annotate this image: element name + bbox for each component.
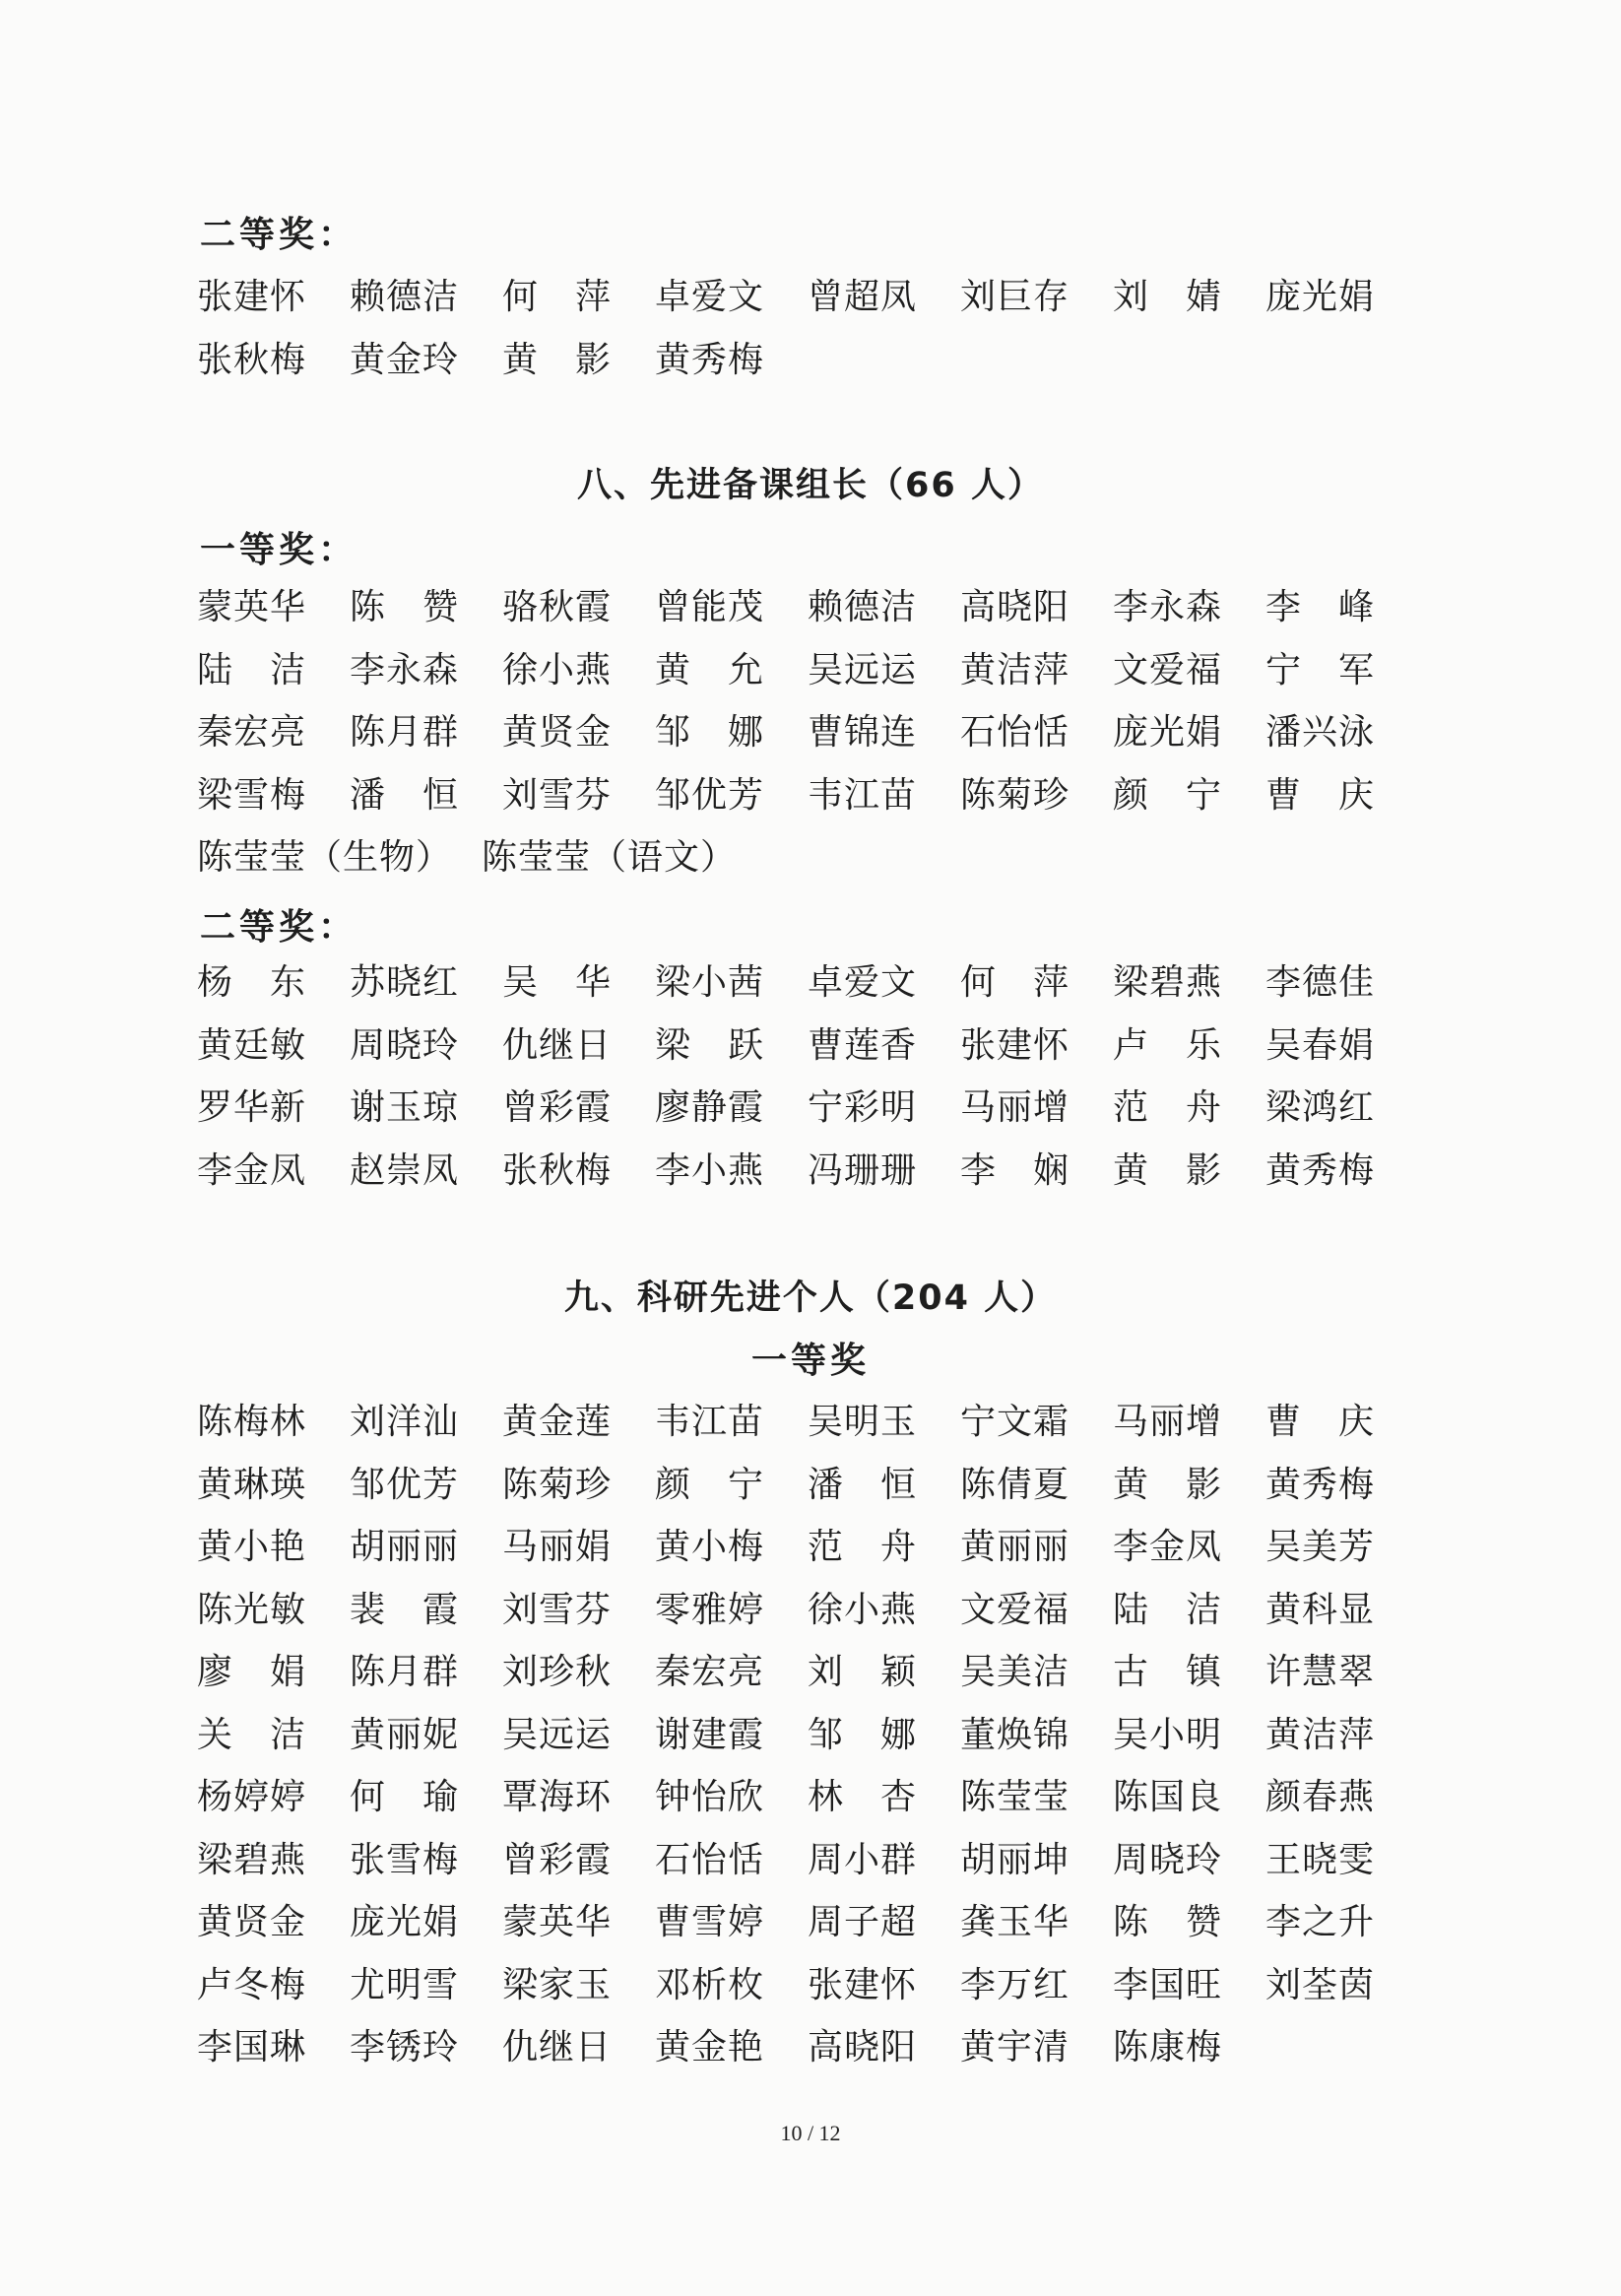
name-entry: 梁鸿红 — [1265, 1087, 1376, 1128]
name-entry: 黄小艳 — [197, 1527, 307, 1567]
award-label-second-8: 二等奖： — [200, 907, 358, 948]
name-entry: 邹优芳 — [655, 774, 765, 816]
name-entry: 梁碧燕 — [197, 1839, 307, 1880]
name-entry: 李锈玲 — [350, 2027, 460, 2067]
name-entry: 梁小茜 — [655, 962, 765, 1003]
name-entry: 邹优芳 — [350, 1464, 460, 1505]
name-entry: 卓爱文 — [808, 962, 918, 1003]
name-entry: 邓析枚 — [655, 1964, 765, 2005]
name-entry: 刘巨存 — [960, 277, 1070, 317]
name-entry: 秦宏亮 — [197, 712, 307, 753]
name-entry: 覃海环 — [502, 1777, 613, 1817]
name-entry: 零雅婷 — [655, 1589, 765, 1630]
name-entry: 曹莲香 — [808, 1024, 918, 1066]
name-entry: 陈 赞 — [1113, 1902, 1223, 1942]
name-entry: 黄贤金 — [197, 1902, 307, 1942]
section-title-8: 八、先进备课组长（66 人） — [577, 466, 1044, 505]
name-entry: 刘 婧 — [1113, 277, 1223, 317]
name-entry: 吴美芳 — [1265, 1527, 1376, 1567]
name-entry: 仇继日 — [502, 2027, 613, 2067]
name-entry: 曹 庆 — [1265, 774, 1376, 816]
name-entry: 刘珍秋 — [502, 1652, 613, 1692]
name-entry: 邹 娜 — [808, 1714, 918, 1755]
name-grid-section7-second — [197, 266, 1418, 391]
name-entry: 范 舟 — [1113, 1087, 1223, 1128]
name-entry: 何 萍 — [502, 277, 613, 317]
name-entry: 石怡恬 — [960, 712, 1070, 753]
name-entry: 文爱福 — [960, 1589, 1070, 1630]
name-entry: 李永森 — [1113, 587, 1223, 627]
name-entry: 周小群 — [808, 1839, 918, 1880]
name-entry: 杨 东 — [197, 962, 307, 1003]
name-entry: 刘雪芬 — [502, 1589, 613, 1630]
name-entry: 黄 影 — [1113, 1149, 1223, 1191]
award-label-first-8: 一等奖： — [200, 530, 358, 570]
name-entry: 钟怡欣 — [655, 1777, 765, 1817]
section-title-9: 九、科研先进个人（204 人） — [563, 1279, 1058, 1318]
name-entry: 吴 华 — [502, 962, 613, 1003]
name-entry: 黄秀梅 — [1265, 1149, 1376, 1191]
name-entry: 陈菊珍 — [960, 774, 1070, 816]
name-entry: 陈月群 — [350, 712, 460, 753]
name-entry: 宁彩明 — [808, 1087, 918, 1128]
name-entry: 韦江苗 — [655, 1402, 765, 1442]
name-entry: 王晓雯 — [1265, 1839, 1376, 1880]
name-entry: 黄丽妮 — [350, 1714, 460, 1755]
name-entry: 杨婷婷 — [197, 1777, 307, 1817]
name-entry: 苏晓红 — [350, 962, 460, 1003]
name-entry: 陈光敏 — [197, 1589, 307, 1630]
name-entry: 黄廷敏 — [197, 1024, 307, 1066]
name-entry: 马丽增 — [960, 1087, 1070, 1128]
name-entry: 许慧翠 — [1265, 1652, 1376, 1692]
name-entry: 梁碧燕 — [1113, 962, 1223, 1003]
name-entry: 李 峰 — [1265, 587, 1376, 627]
name-entry: 谢建霞 — [655, 1714, 765, 1755]
name-entry: 龚玉华 — [960, 1902, 1070, 1942]
name-entry: 张建怀 — [808, 1964, 918, 2005]
name-entry: 李之升 — [1265, 1902, 1376, 1942]
name-entry: 李金凤 — [1113, 1527, 1223, 1567]
name-entry: 邹 娜 — [655, 712, 765, 753]
name-entry: 宁 军 — [1265, 649, 1376, 690]
name-entry: 梁家玉 — [502, 1964, 613, 2005]
name-entry: 吴远运 — [502, 1714, 613, 1755]
name-entry: 文爱福 — [1113, 649, 1223, 690]
name-entry: 黄金莲 — [502, 1402, 613, 1442]
name-entry: 陆 洁 — [1113, 1589, 1223, 1630]
name-entry: 蒙英华 — [502, 1902, 613, 1942]
name-entry: 徐小燕 — [502, 649, 613, 690]
name-entry: 曾彩霞 — [502, 1087, 613, 1128]
award-label-second-7: 二等奖： — [200, 215, 358, 255]
name-row-section8-extra — [197, 826, 737, 889]
name-entry: 庞光娟 — [1265, 277, 1376, 317]
name-entry: 廖 娟 — [197, 1652, 307, 1692]
name-entry: 古 镇 — [1113, 1652, 1223, 1692]
name-entry: 秦宏亮 — [655, 1652, 765, 1692]
name-entry: 陈菊珍 — [502, 1464, 613, 1505]
name-entry: 李永森 — [350, 649, 460, 690]
name-entry: 卢冬梅 — [197, 1964, 307, 2005]
name-entry: 张秋梅 — [502, 1149, 613, 1191]
name-entry: 黄科显 — [1265, 1589, 1376, 1630]
name-entry: 罗华新 — [197, 1087, 307, 1128]
name-entry: 李 娴 — [960, 1149, 1070, 1191]
name-entry: 曹雪婷 — [655, 1902, 765, 1942]
name-entry: 黄秀梅 — [1265, 1464, 1376, 1505]
name-entry: 蒙英华 — [197, 587, 307, 627]
name-entry: 尤明雪 — [350, 1964, 460, 2005]
name-entry: 梁 跃 — [655, 1024, 765, 1066]
name-entry: 石怡恬 — [655, 1839, 765, 1880]
name-entry: 谢玉琼 — [350, 1087, 460, 1128]
name-entry: 颜 宁 — [655, 1464, 765, 1505]
name-entry: 陈倩夏 — [960, 1464, 1070, 1505]
name-entry: 陈 赞 — [350, 587, 460, 627]
name-entry: 黄 影 — [1113, 1464, 1223, 1505]
name-entry: 张建怀 — [960, 1024, 1070, 1066]
name-entry: 赖德洁 — [808, 587, 918, 627]
name-entry: 陈莹莹（生物） — [197, 837, 453, 878]
name-entry: 曹锦连 — [808, 712, 918, 753]
name-entry: 关 洁 — [197, 1714, 307, 1755]
name-entry: 周晓玲 — [350, 1024, 460, 1066]
name-grid-section8-first — [197, 576, 1418, 826]
name-entry: 刘荃茵 — [1265, 1964, 1376, 2005]
name-entry: 范 舟 — [808, 1527, 918, 1567]
name-entry: 张雪梅 — [350, 1839, 460, 1880]
name-entry: 庞光娟 — [1113, 712, 1223, 753]
name-entry: 李小燕 — [655, 1149, 765, 1191]
name-entry: 李金凤 — [197, 1149, 307, 1191]
name-entry: 李德佳 — [1265, 962, 1376, 1003]
name-entry: 骆秋霞 — [502, 587, 613, 627]
name-entry: 何 瑜 — [350, 1777, 460, 1817]
name-entry: 胡丽坤 — [960, 1839, 1070, 1880]
name-entry: 黄秀梅 — [655, 339, 765, 380]
name-entry: 李国琳 — [197, 2027, 307, 2067]
name-entry: 黄 允 — [655, 649, 765, 690]
name-entry: 高晓阳 — [960, 587, 1070, 627]
name-entry: 陆 洁 — [197, 649, 307, 690]
name-entry: 颜春燕 — [1265, 1777, 1376, 1817]
name-entry: 韦江苗 — [808, 774, 918, 816]
name-entry: 何 萍 — [960, 962, 1070, 1003]
name-entry: 梁雪梅 — [197, 774, 307, 816]
name-entry: 吴小明 — [1113, 1714, 1223, 1755]
name-entry: 黄洁萍 — [1265, 1714, 1376, 1755]
name-entry: 刘洋汕 — [350, 1402, 460, 1442]
name-entry: 曾彩霞 — [502, 1839, 613, 1880]
name-entry: 颜 宁 — [1113, 774, 1223, 816]
name-entry: 吴远运 — [808, 649, 918, 690]
name-entry: 马丽娟 — [502, 1527, 613, 1567]
name-entry: 吴春娟 — [1265, 1024, 1376, 1066]
name-entry: 潘 恒 — [808, 1464, 918, 1505]
name-entry: 黄金艳 — [655, 2027, 765, 2067]
name-entry: 曹 庆 — [1265, 1402, 1376, 1442]
name-grid-section8-second — [197, 951, 1418, 1202]
name-entry: 李万红 — [960, 1964, 1070, 2005]
name-entry: 黄贤金 — [502, 712, 613, 753]
name-entry: 裴 霞 — [350, 1589, 460, 1630]
name-entry: 陈康梅 — [1113, 2027, 1223, 2067]
name-entry: 刘雪芬 — [502, 774, 613, 816]
name-entry: 周子超 — [808, 1902, 918, 1942]
name-entry: 周晓玲 — [1113, 1839, 1223, 1880]
name-entry: 高晓阳 — [808, 2027, 918, 2067]
name-entry: 陈莹莹 — [960, 1777, 1070, 1817]
award-label-first-9: 一等奖 — [750, 1341, 870, 1381]
name-entry: 林 杏 — [808, 1777, 918, 1817]
page-number: 10 / 12 — [780, 2121, 841, 2145]
name-entry: 黄丽丽 — [960, 1527, 1070, 1567]
name-entry: 陈莹莹（语文） — [482, 837, 738, 878]
name-entry: 曾能茂 — [655, 587, 765, 627]
name-entry: 陈国良 — [1113, 1777, 1223, 1817]
name-entry: 马丽增 — [1113, 1402, 1223, 1442]
name-entry: 庞光娟 — [350, 1902, 460, 1942]
name-entry: 吴明玉 — [808, 1402, 918, 1442]
name-entry: 黄金玲 — [350, 339, 460, 380]
name-entry: 廖静霞 — [655, 1087, 765, 1128]
name-entry: 董焕锦 — [960, 1714, 1070, 1755]
name-grid-section9-first — [197, 1391, 1418, 2079]
name-entry: 胡丽丽 — [350, 1527, 460, 1567]
name-entry: 卓爱文 — [655, 277, 765, 317]
name-entry: 黄琳瑛 — [197, 1464, 307, 1505]
name-entry: 陈梅林 — [197, 1402, 307, 1442]
name-entry: 张建怀 — [197, 277, 307, 317]
name-entry: 赖德洁 — [350, 277, 460, 317]
name-entry: 吴美洁 — [960, 1652, 1070, 1692]
name-entry: 宁文霜 — [960, 1402, 1070, 1442]
name-entry: 赵崇凤 — [350, 1149, 460, 1191]
name-entry: 冯珊珊 — [808, 1149, 918, 1191]
name-entry: 张秋梅 — [197, 339, 307, 380]
name-entry: 黄 影 — [502, 339, 613, 380]
name-entry: 徐小燕 — [808, 1589, 918, 1630]
name-entry: 陈月群 — [350, 1652, 460, 1692]
name-entry: 卢 乐 — [1113, 1024, 1223, 1066]
name-entry: 潘兴泳 — [1265, 712, 1376, 753]
name-entry: 曾超凤 — [808, 277, 918, 317]
name-entry: 黄宇清 — [960, 2027, 1070, 2067]
name-entry: 仇继日 — [502, 1024, 613, 1066]
name-entry: 李国旺 — [1113, 1964, 1223, 2005]
name-entry: 黄洁萍 — [960, 649, 1070, 690]
name-entry: 刘 颖 — [808, 1652, 918, 1692]
name-entry: 潘 恒 — [350, 774, 460, 816]
name-entry: 黄小梅 — [655, 1527, 765, 1567]
